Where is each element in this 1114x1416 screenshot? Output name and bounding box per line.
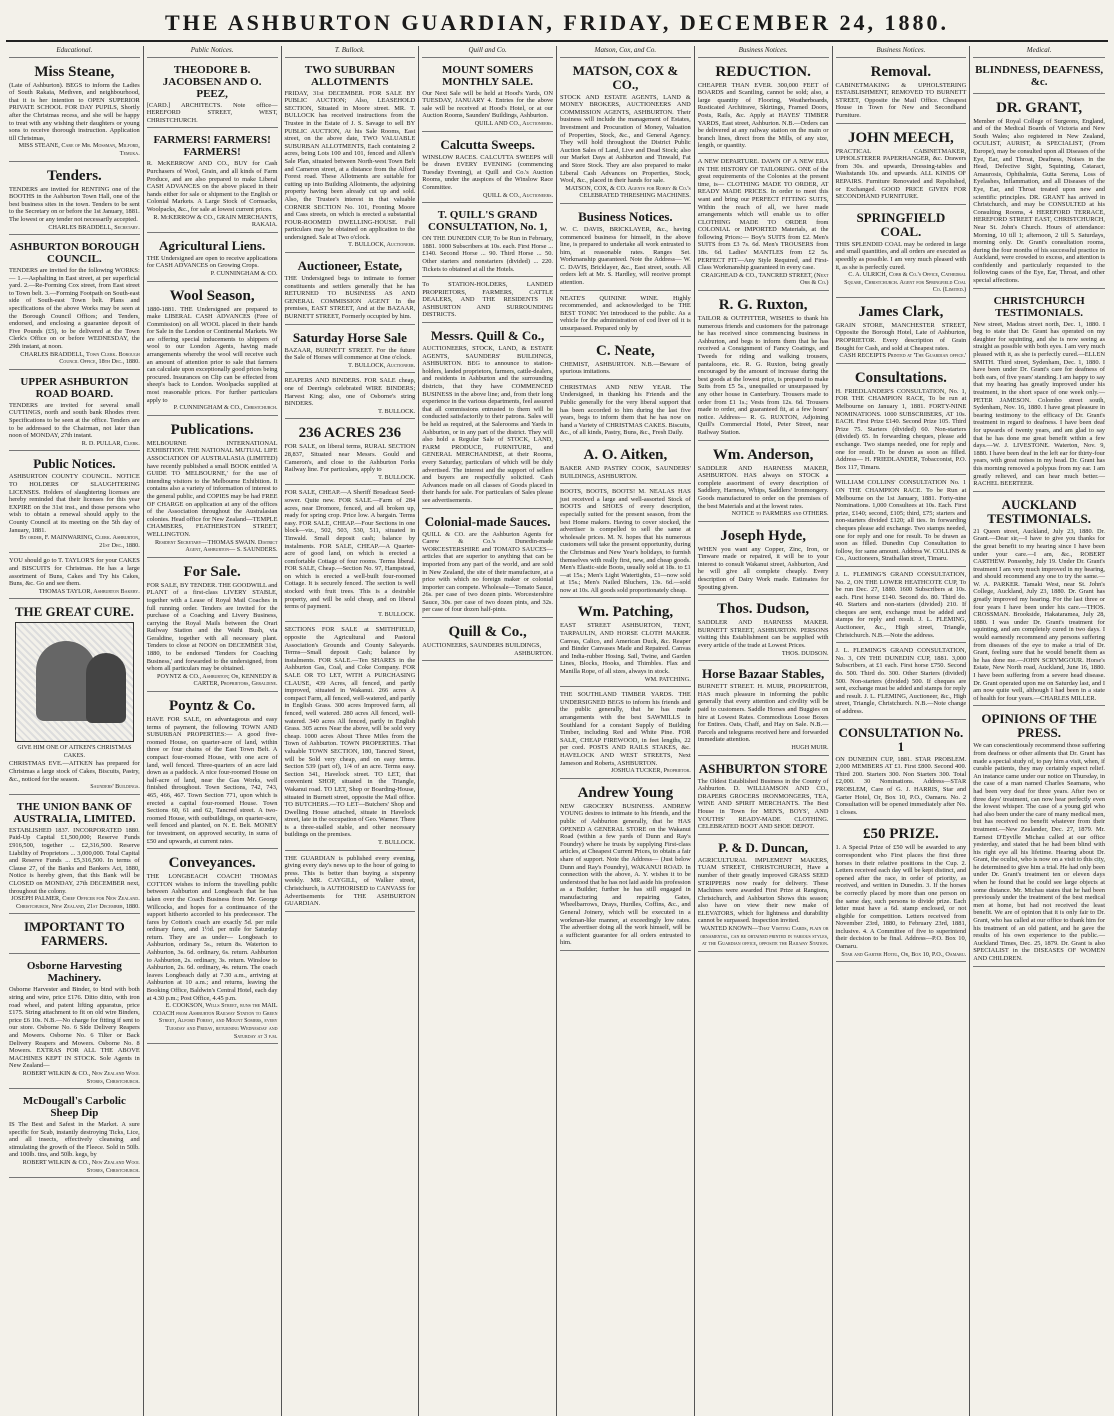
advertisement (973, 708, 1105, 966)
advertisement (698, 837, 829, 952)
ad-title: Messrs. Quill & Co., (430, 328, 545, 344)
advertisement (285, 60, 416, 253)
ad-body: THE Undersigned are open to receive applications for CASH ADVANCES on Growing Crops. (146, 254, 278, 270)
ad-signature: CASH RECEIPTS Printed at 'The Guardian office.' (839, 352, 967, 360)
column-8 (970, 46, 1108, 1416)
ad-title: Joseph Hyde, (720, 527, 807, 544)
column-3 (282, 46, 420, 1416)
ad-title: 236 ACRES 236 (298, 425, 402, 442)
ad-signature: CHARLES BRADDELL, Town Clerk. Borough Council Office, 18th Dec., 1880. (20, 350, 140, 366)
ad-body: TENDERS are invited for several small CUTTINGS, north and south bank Rhodes river. Specifications to be seen at the office. Tenders are to be addressed to the Chairman, not later than noon of MONDAY, 27th instant. (9, 401, 140, 440)
advertisement (147, 694, 278, 849)
advertisement (9, 956, 140, 1089)
ad-signature: R. D. PULLAR, Clerk. (81, 439, 140, 447)
advertisement (698, 758, 829, 835)
ad-signature: T. BULLOCK. (378, 610, 416, 618)
ad-body: WINSLOW RACES. CALCUTTA SWEEPS will be drawn EVERY EVENING (commencing Tuesday Evening), at Quill and Co.'s Auction Rooms, under the auspices of the Winslow Race Committee. (422, 153, 553, 191)
ad-title: Miss Steane, (34, 63, 115, 80)
ad-title: THEODORE B. JACOBSEN AND O. PEEZ, (162, 63, 262, 100)
ad-body: 1880-1881. THE Undersigned are prepared to make LIBERAL CASH ADVANCES (Free of Commission) on all WOOL placed in their hands for Sale in the London or Continental Markets. We are offering special inducements to shippers of wool to our London Agents, having made arrangements whereby the wool will receive such an amount of attention prior to sale that farmers can calculate upon exceptionally good prices being procured. Insurances on Clip can be effected from sheep's back to London. Woolpacks supplied at most reasonable prices. For further particulars apply to (146, 305, 278, 404)
advertisement (698, 293, 829, 441)
ad-signature: JOSHUA TUCKER, Proprietor. (610, 767, 691, 775)
ad-signature: C. A. ULRICH, Cobb & Co.'s Office, Cathedral Square, Christchurch. Agent for Springfield Coal Co. (Limited.) (844, 271, 967, 294)
advertisement (285, 327, 416, 374)
ad-body: SECTIONS FOR SALE at SMITHFIELD, opposite the Agricultural and Pastoral Association's Grounds and County Saleyards. Terms—Small deposit Cash; balance by instalments. FOR SALE.—Ten SHARES in the Ashburton Gas, Coal, and Coke Company. FOR SALE OR TO LET, WITH A PURCHASING CLAUSE, 439 Acres, all fenced, and partly improved, situated in Wakanui. 266 acres A compact Farm, all fenced, well-watered, and partly in English Grass. 300 acres Improved farm, all fenced, well watered. 280 acres All fenced, well-watered. 340 acres All fenced, partly in English Grass. 305 acres Near the above, will be sold very cheap. 1000 acres About Three Miles from the Town of Ashburton. TOWN PROPERTIES. That valuable TOWN SECTION, 180, Tancred Street, will be Sold very cheap, and on easy terms. Section 539 (part of), 1/4 of an acre. Terms easy. Section 341, Havelock street. TO LET, that convenient SHOP, situated in the Triangle, Wakanui road. TO LET, Shop or Boarding-House, situated in Burnett street, opposite the Mail office. TO BUTCHERS.—TO LET—Butchers' Shop and Dwelling House attached, situate in Havelock street, late in the occupation of Geo. Warner. There is a three-stalled stable, and other necessary buildings on the premises. (284, 626, 416, 839)
ad-body: FOR SALE, on liberal terms, RURAL SECTION 28,837, Situated near Messrs. Gould and Cameron's, and close to the Ashburton Forks Railway line. For particulars, apply to (284, 443, 416, 474)
ad-body: SADDLER AND HARNESS MAKER. BURNETT STREET, ASHBURTON. PERSONS visiting this Establishment can be supplied with every article of the trade at Lowest Prices. (697, 619, 829, 650)
advertisement (9, 164, 140, 236)
ad-body: 1. A Special Prize of £50 will be awarded to any correspondent who First places the first three horses in their relative positions in the Cup. 2. Letters received each day will be kept distinct, and opened after the race, in order of priority, as received, and written in Dunedin. 3. If the horses be correctly placed by more than one person on the same day, such persons to divide prize. Each letter must have a 6d. stamp enclosed, or not eligible for competition. Letters received from November 23rd, 1880, to February 23rd, 1881, inclusive. 4. A Committee of five to superintend their decision to be final. Address—P.O. Box 10, Oamaru. (835, 844, 967, 951)
advertisement (285, 421, 416, 485)
ad-title: T. QUILL'S GRAND CONSULTATION, No. 1, (427, 209, 548, 234)
advertisement (836, 722, 967, 821)
advertisement (560, 60, 691, 204)
advertisement (836, 477, 967, 567)
column-heading: T. Bullock. (285, 46, 416, 58)
ad-signature: POYNTZ & CO., Ashburton; Or, KENNEDY & CARTER, Proprietors, Geraldine. (157, 672, 278, 688)
ad-body: WHEN you want any Copper, Zinc, Iron, or Tinware made or repaired, it will be to your interest to consult Wakanui street, Ashburton, And he will give all complete cheaply. Every description of Dairy Work made. Estimates for Spouting given. (697, 545, 829, 591)
ad-title: Removal. (870, 63, 932, 80)
ad-signature: Resident Secretary—THOMAS SWAIN. District Agent, Ashburton— S. SAUNDERS. (155, 538, 278, 554)
ad-title: Business Notices. (578, 208, 673, 224)
advertisement (560, 382, 691, 441)
advertisement (560, 339, 691, 380)
ad-title: Consultations. (854, 369, 947, 386)
ad-title: ASHBURTON STORE (698, 760, 828, 776)
ad-title: Horse Bazaar Stables, (702, 666, 825, 682)
column-heading: Educational. (9, 46, 140, 58)
ad-title: For Sale. (183, 563, 241, 580)
ad-signature: E. COOKSON, Wills Street, runs the MAIL COACH from Ashburton Railway Station to Green Street, Alford Forest, and Mount Somers, every Tuesday and Friday, returning Wednesday and Saturday at 3 p.m. (152, 1002, 278, 1040)
ad-title: TWO SUBURBAN ALLOTMENTS (304, 63, 395, 88)
ad-title: THE GREAT CURE. (14, 604, 134, 620)
advertisement (285, 375, 416, 419)
advertisement (836, 366, 967, 476)
ad-title: Thos. Dudson, (717, 601, 810, 618)
ad-body: THE LONGBEACH COACH! THOMAS COTTON wishes to inform the travelling public between Ashburton and Longbeach that he has taken over the Coach Business from Mr. George Willcocks, and hopes for a continuance of the support hitherto accorded to his predecessor. The fares by Cotton's coach are exactly 5d. per mile ordinary fares, and 1½d. per mile for Saturday return. They are as under— Longbeach to Ashburton, ordinary 5s., return 8s. Waterton to Ashburton, 3s. 6d. ordinary, 6s. return. Ashburton to Ashburton, 2s. ordinary, 3s. return. Winslow to Ashburton, 2s. 6d. ordinary, 4s. return. The coach leaves Longbeach daily at 7.30 a.m., arriving at Ashburton at 10 a.m.; and returns, leaving the Booking Office, Baldwin's Central Hotel, each day at 4.30 p.m.; Post Office, 4.45 p.m. (146, 873, 278, 1002)
figure-silhouette (86, 653, 126, 723)
ad-body: FOR SALE, CHEAP.—A Sheriff Broadcast Seed-sower. Quite new. FOR SALE.—Farm of 284 acres, near Dromore, fenced, and all broken up, ready for spring crop. Price low. A bargain. Terms easy. FOR SALE, CHEAP.—Four Sections in one block—viz., 502, 503, 530, 511, situated in Tinwald. Small deposit cash; balance by instalments. FOR SALE, CHEAP.—A Quarter-acre of good land, on which is erected a comfortable Cottage of four rooms. Terms liberal. FOR SALE, Cheap.—Section No. 97, Hampstead, on which is erected a well-built four-roomed Cottage. It is securely fenced. The section is well stocked with fruit trees. This is a desirable property, and will be sold cheap, and on liberal terms of payment. (284, 489, 416, 611)
ad-body: TAILOR & OUTFITTER, WISHES to thank his numerous friends and customers for the patronage he has received since commencing business in Ashburton, and begs to inform them that he has received a Consignment of Fancy Coatings, and Tweeds for riding and walking trousers, pantaloons, etc. R. G. Ruxton, being greatly encouraged by the amount of increase during the best goods at the lowest price, is prepared to make Suits from £5 5s., unequalled or unsurpassed by any other house in Canterbury. Trousers made to order from £1 1s.; Vests from 12s. 6d. Trousers made to order, and guaranteed fit, at a few hours' notice. Address— R. G. RUXTON, Adjoining Quill's Commercial Hotel, Peter Street, near Railway Station. (697, 315, 829, 436)
ad-title: McDougall's Carbolic Sheep Dip (22, 1095, 126, 1120)
ad-signature: THOMAS TAYLOR, Ashburton Bakery. (38, 587, 140, 595)
ad-signature: ROBERT WILKIN & CO., New Zealand Wool Stores, Christchurch. (22, 1159, 140, 1174)
ad-body: ON DUNEDIN CUP, 1881. STAR PROBLEM. 2,000 MEMBERS AT £1. First £800. Second 400. Third 200. Starters 300. Non Starters 300. Total £2,000. 30 Nominations. Address—STAR PROBLEM, Care of G. J. HARRIS, Star and Garter Hotel, Or, Box 10, P.O., Oamaru. No. 2 Consultation will be opened immediately after No. 1 closes. (835, 755, 967, 816)
ad-body: AUCTIONEERS, STOCK, LAND, & ESTATE AGENTS, SAUNDERS' BUILDINGS, ASHBURTON. BEG to announce to station-holders, landed proprietors, farmers, cattle-dealers, and residents in Ashburton and the surrounding districts, that they have COMMENCED BUSINESS in the above line; and, from their long experience in the various departments, feel assured that all commissions entrusted to them will be conducted satisfactorily to their patrons. Sales will be held as required, at the Salerooms and Yards in Ashburton, or in any part of the district. They will also hold a Regular Sale of STOCK, LAND, FARM PRODUCE, FURNITURE, and GENERAL MERCHANDISE, at their Rooms, every Saturday, particulars of which will be duly advertised. The interest and the support of sellers and buyers are respectfully solicited. Cash Advances made on all classes of Goods placed in their hands for sale. For particulars of Sales please see advertisements. (422, 345, 553, 504)
ad-signature: T. BULLOCK. (378, 839, 416, 847)
ad-signature: Star and Garter Hotel, Or, Box 10, P.O., Oamaru. (841, 950, 967, 958)
advertisement (973, 494, 1105, 707)
advertisement (422, 134, 553, 204)
ad-title: AUCKLAND TESTIMONIALS. (987, 496, 1091, 526)
advertisement (147, 418, 278, 558)
ad-body: FOR SALE, BY TENDER. THE GOODWILL and PLANT of a first-class LIVERY STABLE, together with a Lease of Royal Mail Coaches in full running order. Tenders are invited for the purchase of a Coaching and Livery Business, carrying the Royal Mails between the Orari Railway Station and the Waihi Bush, via Geraldine, together with all necessary plant. Tenders to close at NOON on DECEMBER 31st, 1880, to be endorsed 'Tenders for Coaching Business,' and forwarded to the undersigned, from whom all particulars may be obtained. (146, 581, 278, 673)
advertisement (422, 205, 553, 277)
advertisement (9, 60, 140, 162)
ad-title: P. & D. Duncan, (718, 839, 809, 855)
advertisement (560, 443, 691, 484)
ad-title: Poyntz & Co. (169, 698, 256, 715)
ad-signature: ROBERT WILKIN & CO., New Zealand Wool Stores, Christchurch. (22, 1069, 140, 1085)
column-7 (833, 46, 971, 1416)
advertisement (147, 560, 278, 692)
ad-title: Quill & Co., (448, 624, 527, 641)
ad-body: ASHBURTON COUNTY COUNCIL. NOTICE TO HOLDERS OF SLAUGHTERING LICENSES. Holders of slaughtering licenses are hereby reminded that their licenses for this year EXPIRE on the 31st inst., and those persons who wish to obtain a renewal should apply to the County Council at its meeting on the 5th day of January, 1881. (9, 473, 140, 534)
ad-signature: Saunders' Buildings. (90, 783, 140, 791)
ad-body: BOOTS, BOOTS, BOOTS! M. NEALAS HAS just received a large and well-assorted Stock of BOOTS and SHOES of every description, especially suited for the present season, from the best Home makers. Having to cover stocked, the advertiser is compelled to sell the same at wholesale prices. M. N. hopes that his numerous customers will take the present opportunity, during the Christmas and New Year's holidays, to furnish themselves with really first, new, and cheap goods. Men's Elastic-side Boots, usually sold at 18s. to £1—at 15s.; Men's Light Watertights, £1—now sold at 15s.; Men's Nailed Bluchers, 13s. 6d.—sold now at 10s. All goods sold proportionately cheap. (560, 488, 691, 594)
advertisement (422, 325, 553, 508)
advertisement (560, 293, 691, 337)
ad-body: THE GUARDIAN is published every evening, giving every day's news up to the hour of going to press. This is better than buying a sixpenny weekly. MR. CAYGILL, of Walker street, Christchurch, is AUTHORISED to CANVASS for Advertisements for THE ASHBURTON GUARDIAN. (284, 854, 416, 908)
ad-signature: MATSON, COX, & CO. Agents for Robey & Co.'s CELEBRATED THRESHING MACHINES. (565, 184, 691, 200)
ad-title: MOUNT SOMERS MONTHLY SALE. (442, 63, 534, 88)
advertisement (836, 300, 967, 364)
ad-body: CABINETMAKING & UPHOLSTERING ESTABLISHMENT, REMOVED TO BURNETT STREET, Opposite the Mail Office. Cheapest House in Town for New and Secondhand Furniture. (835, 81, 967, 119)
ad-body: BAKER AND PASTRY COOK, SAUNDERS' BUILDINGS, ASHBURTON. (560, 464, 691, 480)
ad-signature: QUILL AND CO., Auctioneers. (474, 119, 553, 127)
ad-body: MELBOURNE INTERNATIONAL EXHIBITION. THE NATIONAL MUTUAL LIFE ASSOCIATION OF AUSTRALASIA (LIMITED) have recently published a small BOOK entitled 'A GUIDE TO MELBOURNE,' for the use of intending visitors to the Melbourne Exhibition. It contains also a variety of information of interest to the general public, and COPIES may be had FREE OF CHARGE on application at any of the offices of the Association throughout the Australasian colonies. Head office for New Zealand—TEMPLE CHAMBERS, FEATHERSTON STREET, WELLINGTON. (146, 439, 278, 538)
ad-title: DR. GRANT, (996, 99, 1083, 116)
advertisement (698, 663, 829, 755)
ad-body: J. L. FLEMING'S GRAND CONSULTATION, No. 2, ON THE LOWER HEATHCOTE CUP, To be run Dec. 27, 1880. 1600 Subscribers at 10s. each. First horse £140. Second do. 80. Third do. 40. Starters and non-starters (divided) 210. If cheques are sent, exchange must be added and stamps for reply and result. J. L. FLEMING, Auctioneer, &c., High street, Triangle, Christchurch. N.B.—Note the address. (835, 570, 967, 639)
ad-signature: T. BULLOCK, Auctioneer. (348, 361, 416, 369)
ad-body: CHRISTMAS AND NEW YEAR. The Undersigned, in thanking his Friends and the Public generally for the very liberal support that has been accorded to him during the last five years, begs to inform them that he has now on hand a Variety of CHRISTMAS CAKES. Biscuits, &c., of all kinds, Pastry, Buns, &c., Fresh Daily. (560, 383, 691, 437)
advertisement (973, 291, 1105, 492)
ad-title: Public Notices. (33, 456, 116, 472)
ad-body: ON THE DUNEDIN CUP, To be Run in February, 1881. 1000 Subscribers at 10s. each. First Horse ... £140. Second Horse ... 90. Third Horse ... 50. Other starters and nonstarters (divided) ... 220. Tickets to obtained at all the Hotels. (422, 235, 553, 273)
ad-title: Conveyances. (168, 855, 256, 872)
ad-title: A. O. Aitken, (583, 446, 668, 463)
ad-title: Wool Season, (169, 287, 255, 304)
ad-title: REDUCTION. (715, 63, 811, 80)
column-1 (6, 46, 144, 1416)
ad-signature: T. BULLOCK. (378, 473, 416, 481)
ad-title: CONSULTATION No. 1 (838, 724, 964, 754)
ad-signature: P. CUNNINGHAM & CO. (210, 269, 278, 277)
ad-title: Tenders. (46, 167, 102, 184)
advertisement (9, 601, 140, 795)
ad-body: Osborne Harvester and Binder, to bind with both string and wire, price £176. Ditto ditto, with iron road wheel, and patent lifting apparatus, price £175. String attachment to fit on old wire Binders, price £6 10s. N.B.—No charge for fitting if sent to our store. Osborne No. 6 Side Delivery Reapers and Mowers. Osborne No. 6 Tilter or Back Delivery Reapers and Mowers. Osborne No. 8 Mowers. EXTRAS FOR ALL THE ABOVE MACHINES KEPT IN STOCK. Sole Agents in New Zealand— (9, 986, 140, 1070)
ad-signature: T. BULLOCK. (378, 407, 416, 415)
ad-signature: By order, F. MAINWARING, Clerk. Ashburton, 21st Dec., 1880. (19, 534, 140, 549)
ad-title: SPRINGFIELD COAL. (856, 209, 946, 239)
ad-title: £50 PRIZE. (862, 826, 939, 843)
ad-body: CHEAPER THAN EVER. 300,000 FEET of BOARDS and Scantling, cannot be sold; also, a large quantity of Flooring, Weatherboards, Rusticated Architrave, Skirtings, Framed Doors, Posts, Rails, &c. Apply at HAYES' TIMBER YARDS, East street, Ashburton. N.B.—Orders can be delivered at any railway station on the main or branch lines, direct from the Mills, of any size, length, or quantity. (697, 81, 829, 150)
column-heading: Public Notices. (147, 46, 278, 58)
ad-signature: P. CUNNINGHAM & CO., Christchurch. (173, 404, 278, 412)
ad-body: HAVE FOR SALE, on advantageous and easy terms of payment, the following TOWN AND SUBURBAN PROPERTIES:— A good five-roomed House, on quarter-acre of land, within three or four chains of the East Town Belt. A compact four-roomed House, with one acre of land, well fenced. Three-quarters of an acre laid down as a paddock. A nice four-roomed House on half-acre of land, near the Gas Works, well finished throughout. Town Sections, 742, 743, 465, 466, 467. Town Section 771, upon which is erected a capital four-roomed House. Town Sections 60, 61 and 62, Tancred street. A two-roomed House, with outbuildings, on quarter-acre, well fenced and planted, on N. E. Belt. MONEY for investment, on approved security, in sums of £50 and upwards, at current rates. (146, 716, 278, 845)
column-heading: Business Notices. (698, 46, 829, 58)
ad-title: JOHN MEECH, (847, 129, 954, 146)
column-5 (557, 46, 695, 1416)
ad-title: C. Neate, (596, 342, 655, 359)
ad-signature: R. McKERROW & CO., GRAIN MERCHANTS, RAKAIA. (153, 213, 278, 229)
ad-body: TENDERS are invited for the following WORKS:— 1.—Asphalting in East street, at per superficial yard. 2.—Re-Forming Cox street, from East street to Town belt. 3.—Forming Footpath on South-east side of South-east Town belt. Plans and specifications of the above Works may be seen at the Borough Council Offices; and Tenders, endorsed, and enclosing a guarantee deposit of Five Pounds (£5), to be delivered at the Town Clerk's Office on or before WEDNESDAY, the 29th instant, at noon. (9, 267, 140, 351)
ad-title: Wm. Anderson, (712, 446, 814, 463)
ad-body: NEATE'S QUININE WINE. Highly recommended, and acknowledged to be THE BEST TONIC Yet introduced to the public. As a vehicle for the administration of cod liver oil it is unsurpassed. Prepared only by (560, 294, 691, 333)
ad-body: SADDLER AND HARNESS MAKER, ASHBURTON. HAS always on STOCK a complete assortment of every description of Saddlery, Harness, Whips, Saddlers' Ironmongery. Goods manufactured to order on the premises of the best Materials and at the lowest rates. (697, 464, 829, 510)
ad-title: Calcutta Sweeps. (440, 136, 535, 152)
ad-body: QUILL & CO. are the Ashburton Agents for Carew & Co.'s Dunedin-made WORCESTERSHIRE and TOMATO SAUCES—articles that are superior to anything that can be imported from any part of the world, and are sold in New Zealand, the site of their manufacture, at a price with which no foreign maker or colonial importer can compete. Wholesale—Tomato Sauce, 26s. per case of two dozen pints. Worcestershire Sauce, 30s. per case of two dozen pints, and 32s. per case of four dozen half-pints. (422, 530, 553, 614)
ad-body: BAZAAR, BURNETT STREET. For the future the Sale of Horses will commence at One o'clock. (284, 346, 416, 362)
ad-title: James Clark, (858, 303, 944, 320)
ad-signature: WANTED KNOWN—That Visiting Cards, plain or ornamental, can be obtained printed in various styles, at the Guardian office, opposite the Railway Station. (700, 925, 829, 948)
ad-title: UPPER ASHBURTON ROAD BOARD. (20, 375, 129, 400)
ad-signature: NOTICE to FARMERS and OTHERS. (731, 510, 829, 518)
advertisement (422, 60, 553, 132)
ad-title: BLINDNESS, DEAFNESS, &c. (975, 63, 1104, 88)
advertisement (9, 916, 140, 954)
advertisement (9, 453, 140, 553)
ad-title: Wm. Patching, (577, 604, 674, 621)
advertisement (9, 1091, 140, 1178)
masthead: THE ASHBURTON GUARDIAN, FRIDAY, DECEMBER 24, 1880. (6, 4, 1108, 42)
ad-title: IMPORTANT TO FARMERS. (23, 919, 125, 949)
ad-body: 21 Queen street, Auckland, July 23, 1880. Dr. Grant.—Dear sir,—I have to give you thanks for the great benefit to my hearing since I have been under your care.—I am, &c., ROBERT CARTHEW. Ponsonby, July 19. Under Dr. Grant's treatment I am very much improved in my hearing, and should recommend any one to try the same.—W. A. PARKER. Tamaki West, near St. John's College, Auckland, July 23, 1880. Dr. Grant has greatly improved my hearing. For the last three or four years I have been under his care.—THOS. CROSSMAN. Brookside, Hakataramea, July 28, 1880. I was under Dr. Grant's treatment for squinting, and am completely cured in two days. I would earnestly recommend any persons suffering from diseases of the eye to make a trial of Dr. Grant, feeling sure that he would benefit them as he has done me.—JOHN SCRYMGOUR. Horse's Estate, New North road, Auckland, June 16, 1880. I have been suffering from a severe head disease. Dr. Grant operated upon me on Saturday last, and I am now quite well, although I had been in a state of health for four years.—CHARLES MILLER. (973, 527, 1105, 702)
ad-title: Auctioneer, Estate, (297, 258, 403, 274)
ad-body: THIS SPLENDID COAL may be ordered in large and small quantities, and all orders are executed as speedily as possible. I am very much pleased with it, as she is perfectly cured. (835, 240, 967, 271)
ad-body: To STATION-HOLDERS, LANDED PROPRIETORS, FARMERS, CATTLE DEALERS, AND THE RESIDENTS IN ASHBURTON AND SURROUNDING DISTRICTS. (422, 281, 553, 319)
ad-signature: WM. PATCHING. (644, 675, 691, 683)
ad-signature: JOSEPH PALMER, Chief Officer for New Zealand. Christchurch, New Zealand, 21st December, 1880. (11, 895, 140, 910)
column-4 (419, 46, 557, 1416)
ad-body: R. McKERROW AND CO., BUY for Cash Purchasers of Wool, Grain, and all kinds of Farm Produce, and are also prepared to make Liberal CASH ADVANCES on the above placed in their hands either for sale or shipment to the English or Colonial Markets. A Large Stock of Cornsacks, Woolpacks, &c., for sale at lowest current prices. (146, 160, 278, 213)
advertisement (698, 524, 829, 596)
advertisement (285, 624, 416, 850)
ad-body: THE SOUTHLAND TIMBER YARDS. THE UNDERSIGNED BEGS to inform his friends and the public generally, that he has made arrangements with the best SAWMILLS in Southland for a constant Supply of Building Timber, including Red and White Pine. FOR SALE, CHEAP FIREWOOD, in feet lengths, 22 per cord. POSTS AND RAILS STAKES, &c. HAVELOCK AND WEST STREETS, Next Jameson and Roberts, ASHBURTON. (560, 691, 691, 767)
ad-body: W. C. DAVIS, BRICKLAYER, &c., having commenced business for himself, in the above line, is prepared to undertake all work entrusted to him, at reasonable rates. Ranges Set. Workmanship guaranteed. Note the Address— W. C. DAVIS, Bricklayer, &c., East street, south. All orders left at Mr. S. Hardley, will receive prompt attention. (560, 225, 691, 287)
advertisement (560, 486, 691, 598)
ad-body: EAST STREET ASHBURTON, TENT, TARPAULIN, AND HORSE CLOTH MAKER. Canvas, Calico, and American Duck, &c. Reaper and Binder Canvases Made and Repaired. Canvas and India-rubber Hosing. Sail, Twine, and Garden Lines, Blocks, Hooks, and Thimbles. Flax and Manilla Rope, of all sizes, always in stock. (560, 622, 691, 676)
ad-body: TENDERS are invited for RENTING one of the BOOTHS in the Ashburton Town Hall, one of the best business sites in the town. Tenders to be sent to the Secretary on or before the 1st January, 1881. The lowest or any tender not necessarily accepted. (9, 185, 140, 223)
ad-signature: QUILL & CO., Auctioneers. (482, 191, 553, 199)
advertisement (422, 511, 553, 619)
ad-body: IS The Best and Safest in the Market. A sure specific for Scab, instantly destroying Ticks, Lice, and all insects, effectively cleansing and stimulating the growth of the Fleece. Sold in 50lb. and 100lb. tins, and 50lb. kegs, by (9, 1121, 140, 1159)
advertisement (973, 96, 1105, 289)
advertisement (560, 781, 691, 951)
advertisement (422, 620, 553, 661)
advertisement (836, 126, 967, 205)
advertisement (422, 279, 553, 323)
column-heading: Business Notices. (836, 46, 967, 58)
advertisement (285, 487, 416, 622)
ad-body: H. FRIEDLANDER'S CONSULTATION, No. 1, FOR THE CHAMPION RACE, To be run at Melbourne on January 1, 1881. FORTY-NINE NOMINATIONS. 1000 SUBSCRIBERS, AT 10s. EACH. First Prize £140. Second Prize 105. Third Prize 75. Starters (divided) 60. Non-starters (divided) 65. In forwarding cheques, please add exchange. Two stamps needed, one for reply and one for result. To be drawn as soon as filled. Address— H. FRIEDLANDER, Tobacconist, P.O. Box 117, Timaru. (835, 387, 967, 471)
column-2 (144, 46, 282, 1416)
ad-body: Our Next Sale will be held at Hood's Yards, ON TUESDAY, JANUARY 4. Entries for the above sale will be received at Hood's Hotel, or at our Auction Rooms, Saunders' Buildings, Ashburton. (422, 89, 553, 120)
ad-title: FARMERS! FARMERS! FARMERS! (153, 134, 271, 159)
ad-body: J. L. FLEMING'S GRAND CONSULTATION, No. 3, ON THE DUNEDIN CUP, 1881. 3,000 Subscribers, at £1 each. First horse £750. Second do. 500. Third do. 300. Other Starters (divided) 500. Non-starters (divided) 500. If cheques are sent, exchange must be added and stamps for reply and result. J. L. FLEMING, Auctioneer, &c., High street, Triangle, Christchurch. N.B.—Note change of address. (835, 647, 967, 715)
ad-body: FRIDAY, 31st DECEMBER. FOR SALE BY PUBLIC AUCTION; Also, LEASEHOLD SECTION, Situated in Moore street. MR. T. BULLOCK has received instructions from the Trustee in the Estate of J. S. Savage to sell BY PUBLIC AUCTION, At his Sale Rooms, East street, on the above date, TWO VALUABLE SUBURBAN ALLOTMENTS, Each containing 2 acres, being Lots 100 and 101, fenced and Allen's Sale Plan, situated between North-west Town Belt and Cameron street, at a distance from the Alford Forest road. These Allotments are suitable for cutting up into Building Allotments, the adjoining property having been already cut up and sold. Also, the Trustee's interest in that valuable CORNER SECTION No. 101, Fronting Moore and Cass streets, on which is erected a substantial FOUR-ROOMED DWELLING-HOUSE. Full particulars may be obtained on application to the undersigned. Sale at Two o'clock. (284, 89, 416, 241)
ad-body: CHEMIST, ASHBURTON. N.B.—Beware of spurious imitations. (560, 360, 691, 376)
advertisement (9, 237, 140, 370)
ad-title: Colonial-made Sauces. (424, 513, 551, 529)
ad-body: ESTABLISHED 1837. INCORPORATED 1880. Paid-Up Capital £1,500,000; Reserve Funds £916,500, together ... £2,316,500. Reserve Liability of Proprietors ... 3,000,000. Total Capital and Reserve Funds ... £5,316,500. In terms of Clause 27, of the Banks and Bankers Act, 1880, Notice is hereby given, that this Bank will be CLOSED on MONDAY, 27th DECEMBER next, throughout the colony. (9, 826, 140, 895)
ad-signature: CRAIGHEAD & CO., TANCRED STREET, (Next Orr & Co.) (701, 271, 829, 287)
advertisement (973, 60, 1105, 94)
ad-title: R. G. Ruxton, (718, 297, 808, 314)
advertisement (9, 797, 140, 915)
ad-body: A NEW DEPARTURE. DAWN OF A NEW ERA IN THE HISTORY OF TAILORING. ONE of the great requirements of the Colonies at the present time, is— CLOTHING MADE TO ORDER, AT READY MADE PRICES. In order to meet this want and bring our PERFECT FITTING SUITS, Within the reach of all, we have made arrangements which will enable us to offer CLOTHING MADE TO ORDER from COLONIAL or IMPORTED Materials, at the following Prices:— Boy's SUITS from £2. Men's SUITS from £3 7s. 6d. Men's TROUSERS from 18s. 6d. Ladies' MANTLES from £2 5s. PERFECT FIT—Any Style Required, and First-Class Workmanship guaranteed in every case. (697, 157, 829, 272)
advertisement (147, 60, 278, 129)
advertisement (560, 689, 691, 779)
ad-title: Saturday Horse Sale (292, 329, 407, 345)
ad-title: CHRISTCHURCH TESTIMONIALS. (993, 294, 1085, 319)
ad-body: REAPERS AND BINDERS. FOR SALE cheap, one of Deering's celebrated WIRE BINDERS; Harvest King; also, one of Osborne's string BINDERS. (284, 377, 416, 408)
ad-body: AUCTIONEERS, SAUNDERS BUILDINGS, (422, 642, 542, 650)
ad-title: Andrew Young (577, 784, 674, 801)
ad-title: ASHBURTON BOROUGH COUNCIL. (9, 241, 140, 266)
column-heading: Medical. (973, 46, 1105, 58)
advertisement (698, 443, 829, 522)
column-6 (695, 46, 833, 1416)
advertisement (836, 569, 967, 643)
advertisement (285, 853, 416, 912)
advertisement (147, 284, 278, 416)
ad-signature: THOS. DUDSON. (781, 649, 829, 657)
advertisement (147, 851, 278, 1044)
advertisement (836, 822, 967, 962)
ad-title: Osborne Harvesting Machinery. (26, 960, 122, 985)
ad-body: [CARD.] ARCHITECTS. Note office— HEREFORD STREET, WEST, CHRISTCHURCH. (146, 101, 278, 124)
advertisement (147, 130, 278, 232)
ad-title: Publications. (170, 421, 254, 438)
ad-body: WILLIAM COLLINS' CONSULTATION No. 1 ON THE CHAMPION RACE. To be Run at Melbourne on the 1st January, 1881. Forty-nine Nominations. 1,000 Consultees at 10s. Each. First prize, £140; second, £105; third, £75; starters and non-starters divided £120; all ties. In forwarding cheques please add exchange. Two stamps needed, one for reply and one for result. To be drawn as soon as filled. Dunedin Cup Consultation to follow, for same amount. Address W. COLLINS & Co., Auctioneers, Strathallan street, Timaru. (835, 479, 967, 563)
advertisement (9, 372, 140, 452)
advertisement (836, 207, 967, 298)
column-heading: Quill and Co. (422, 46, 553, 58)
ad-body: Member of Royal College of Surgeons, England, and of the Medical Boards of Victoria and New South Wales; also registered in New Zealand, OCULIST, AURIST, & SPECIALIST, (From Europe), may be consulted upon all Diseases of the Eye, Ear, and Throat, Deafness, Noises in the Head, Defective Sight, Squinting, Cataract, Amaurosis, Ophthalmia, Gutta Serena, Loss of Eyelashes, Inflammation, and all Diseases of the Eye, Ear, and Throat treated upon new and scientific principles. DR. GRANT has arrived in Christchurch, and may be CONSULTED at his Consulting Rooms, 4 HEREFORD TERRACE, HEREFORD STREET EAST, CHRISTCHURCH, Near St. John's Church. Hours of attendance: Morning, 10 till 1; afternoon, 2 till 5. Saturdays, morning only. Dr. Grant's consultation rooms, during the four months of his successful practice in Auckland, were crowded to excess, and attention is confidently and particularly requested to the following cases of the Eye, Ear, Throat, and other special affections. (973, 117, 1105, 285)
advertisement (698, 60, 829, 154)
ad-body: BURNETT STREET. H. MUIR, PROPRIETOR, HAS much pleasure in informing the public generally that every attention and civility will be paid to customers. Saddle Horses and Buggies on hire at Lowest Rates. Commodious Loose Boxes for Entires. Oats, Chaff, and Hay on Sale. N.B.—Parcels and telegrams received here and forwarded immediate attention. (697, 683, 829, 744)
advertisement (698, 156, 829, 291)
engraving-illustration (15, 622, 134, 742)
ad-body: CHRISTMAS EVE.—AITKEN has prepared for Christmas a large stock of Cakes, Biscuits, Pastry, &c., noticed for the season. (9, 760, 140, 783)
advertisement (285, 255, 416, 325)
ad-title: OPINIONS OF THE PRESS. (981, 711, 1097, 741)
advertisement (560, 206, 691, 291)
advertisement (147, 235, 278, 282)
ad-body: AGRICULTURAL IMPLEMENT MAKERS, TUAM STREET, CHRISTCHURCH, Have a number of their greatly improved GRASS SEED STRIPPERS now ready for delivery. These Machines were awarded First Prize at Rangiora, Christchurch, and Ashburton Shows this season; also have on view their new make of ELEVATORS, which for lightness and durability cannot be surpassed. Inspection invited. (697, 856, 829, 925)
advertisement (836, 60, 967, 124)
ad-body: New street, Madras street north, Dec. 1, 1880. I beg to state that Dr. Grant has operated on my daughter for squinting, and she is now seeing as straight as possible with both eyes. I am very much pleased with it, as she is perfectly cured.—ELLEN SMITH. Third street, Sydenham, Dec. 1, 1880. I have been under Dr. Grant's care for deafness of both ears, of five years' standing. I am happy to say that my hearing has greatly improved under his treatment, in the short space of one week only.—PETER JAMESON. Colombo street south, Sydenham, Nov. 16, 1880. I have great pleasure in bearing testimony to the efficacy of Dr. Grant's treatment in regard to deafness. I have been deaf for upwards of twenty years, and am glad to say that he has done me great benefit within a few days.—W. J. LIVESTONE. Waterton, Nov. 9, 1880. I have been deaf in the left ear for thirty-four years, with great noises in my head. Dr. Grant has this morning removed a polypus from my ear. I am greatly relieved, and can hear much better.—RACHEL BEERTEER. (973, 320, 1105, 488)
ad-title: MATSON, COX & CO., (572, 62, 679, 92)
ad-signature: ASHBURTON. (514, 649, 553, 657)
column-heading: Matson, Cox, and Co. (560, 46, 691, 58)
ad-body: We can conscientiously recommend those suffering from deafness or other ailments that Dr. Grant has made a special study of, to pay him a visit, when, if curable patients, they may certainly expect relief. An instance came under our notice on Thursday, in the case of a man named Charles Seamans, who had been very deaf for three years. After two or three days' treatment, can now hear perfectly even the lowest whisper. The case of a young girl who had also been under the care of many medical men, but has received no benefit whatever from their treatment.—New Zealander, Dec. 27, 1879. Mr. Earnest D'Eyville Michau called at our office yesterday, and stated that he had been blind with his right eye all his lifetime. Hearing about Dr. Grant, the oculist, who is now on a visit to this city, he determined to give him a trial. He had only been under Dr. Grant's treatment ten or eleven days when he found that he could see large objects at some distance. Mr. Michau states that he had been previously under the treatment of the best medical men at home, but had not received the least benefit. We are of opinion that it is only fair to Dr. Grant, who has called at our office to thank him for his treatment of an old patient, and he gave the results of his own experience to the public.—Auckland Times, Dec. 25, 1879. Dr. Grant is also SPECIALIST in the DISEASES OF WOMEN AND CHILDREN. (973, 742, 1105, 962)
ad-body: PRACTICAL CABINETMAKER, UPHOLSTERER PAPERHANGER, &c. Drawers from 30s. and upwards, Dressing-tables and Washstands 10s. and upwards. ALL KINDS OF REPAIRS. Furniture Renovated and Repolished, or Exchanged. GOOD PRICE GIVEN FOR SECONDHAND FURNITURE. (835, 147, 967, 201)
ad-body: YOU should go to T. TAYLOR'S for your CAKES and BISCUITS for Christmas. He has a large assortment of Buns, Cakes and Try his Cakes, Buns, &c. Go and see them. (9, 557, 140, 588)
advertisement (698, 597, 829, 661)
ad-body: GRAIN STORE, MANCHESTER STREET, Opposite the Borough Hotel, Late of Ashburton, PROPRIETOR. Every description of Grain Bought for Cash, and sold at Cheapest rates. (835, 321, 967, 352)
ad-signature: HUGH MUIR. (791, 743, 829, 751)
ad-body: NEW GROCERY BUSINESS. ANDREW YOUNG desires to intimate to his friends, and the public of Ashburton generally, that he HAS OPENED A GENERAL STORE on the Wakanui Road (within a few yards of Dunn and Ray's Foundry) where he trusts by supplying First-class articles, at Cheapest Current Prices, to obtain a fair share of support. Note the Address— (Just below Dunn and Ray's Foundry), WAKANUI ROAD. In connection with the above, A. Y. wishes it to be understood that he has not laid aside his profession as a Builder; further he has still engaged in manufacturing and repairing Gates, Wheelbarrows, Drays, Hurdles, Coffins, &c., and General Joinery, which will be executed in a workman-like manner, at exceedingly low rates. The advertiser doing all the work himself, will be a sufficient guarantee for all orders entrusted to him. (560, 802, 691, 947)
columns-container (6, 46, 1108, 1416)
illustration-caption: GIVE HIM ONE OF AITKEN'S CHRISTMAS CAKES. (17, 745, 132, 759)
ad-title: THE UNION BANK OF AUSTRALIA, LIMITED. (13, 800, 136, 825)
ad-body: (Late of Ashburton). BEGS to inform the Ladies of South Rakaia, Methven, and neighbourhood, that it is her intention to OPEN SUPERIOR PRIVATE SCHOOL FOR DAY PUPILS, Shortly after the Christmas recess, and she will be happy to treat with any wishing their daughters or young sons to receive thorough instruction. Application till Christmas, (9, 81, 140, 142)
ad-body: The Oldest Established Business in the County of Ashburton. D. WILLIAMSON AND CO., DRAPERS GROCERS IRONMONGERS, TEA, WINE AND SPIRIT MERCHANTS. The Best House in Town for MEN'S, BOYS', AND YOUTHS' READY-MADE CLOTHING. CELEBRATED BOOT AND SHOE DEPOT. (697, 777, 829, 831)
ad-signature: T. BULLOCK, Auctioneer. (348, 241, 416, 249)
ad-body: THE Undersigned begs to intimate to former constituents and settlers generally that he has RETURNED TO BUSINESS AS AND GENERAL COMMISSION AGENT In the premises, EAST STREET, And at the BAZAAR, BURNETT STREET, Formerly occupied by him. (284, 275, 416, 321)
advertisement (9, 555, 140, 599)
ad-signature: CHARLES BRADDELL, Secretary. (48, 223, 140, 231)
ad-signature: MISS STEANE, Care of Mr. Mossman, Milford, Temuka. (18, 142, 140, 157)
ad-body: STOCK AND ESTATE AGENTS, LAND & MONEY BROKERS, AUCTIONEERS AND COMMISSION AGENTS, ASHBURTON. Their business will include the management of Estates, Investment and Procuration of Money, Valuation of Properties, Stock, &c., and General Agency. They will hold throughout the District Public Auction Sales of Land, Live and Dead Stock; also our Market Days at Ashburton and Tinwald, Fat and Store Stock. They are also prepared to make Liberal Cash Advances on Properties, Stock, Wool, &c., placed in their hands for sale. (560, 93, 691, 185)
advertisement (836, 645, 967, 719)
ad-title: Agricultural Liens. (159, 237, 266, 253)
advertisement (560, 600, 691, 687)
